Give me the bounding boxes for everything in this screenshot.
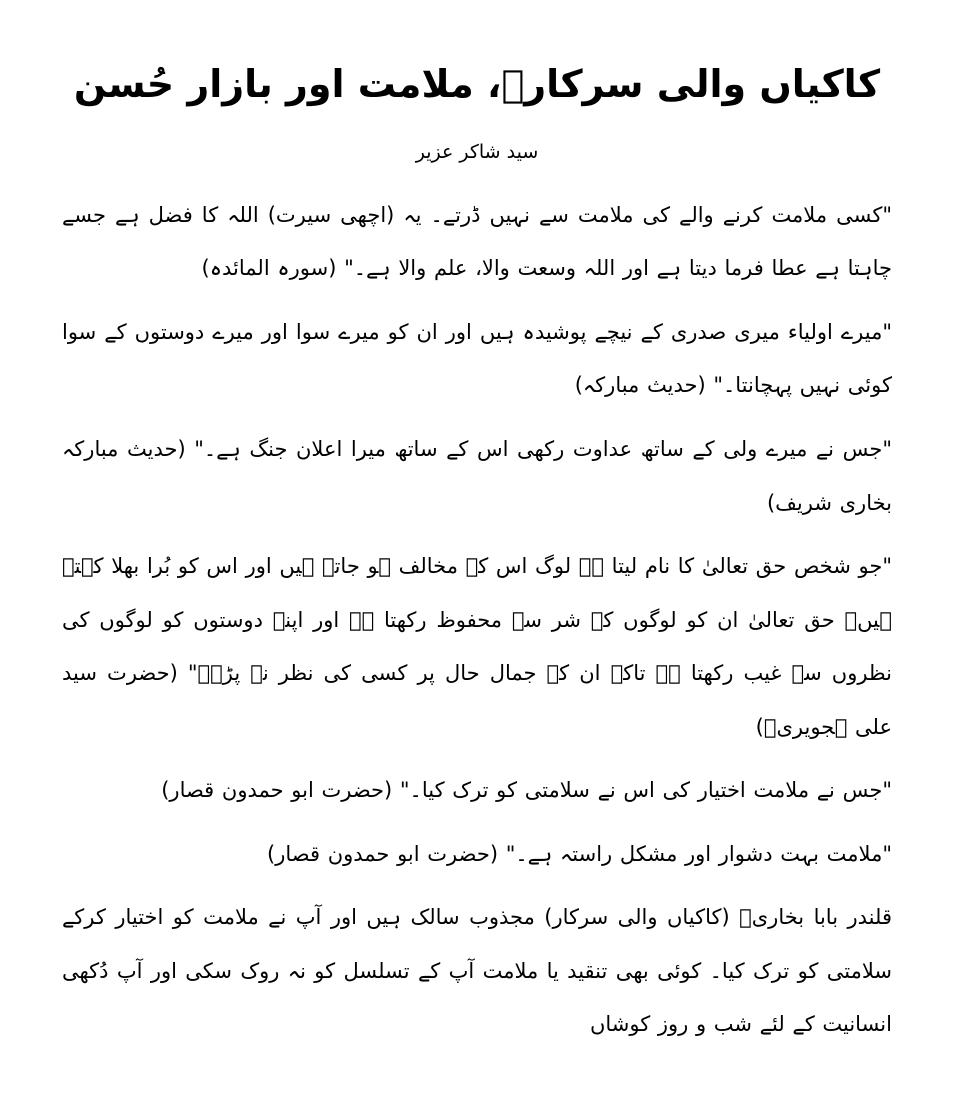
paragraph-qassar-quote-2: "ملامت بہت دشوار اور مشکل راستہ ہے۔" (حضرت ابو حمدون قصار) [267, 841, 892, 866]
paragraph-body-text: قلندر بابا بخاریؒ (کاکیاں والی سرکار) مجذوب سالک ہیں اور آپ نے ملامت کو اختیار کرکے سلامتی کو ترک کیا۔ کوئی بھی تنقید یا ملامت آپ کے تسلسل کو نہ روک سکی اور آپ دُکھی انسانیت کے لئے شب و روز کوشاں [62, 905, 892, 1037]
paragraph-qassar-quote-1: "جس نے ملامت اختیار کی اس نے سلامتی کو ترک کیا۔" (حضرت ابو حمدون قصار) [161, 778, 892, 803]
document-body [62, 189, 892, 1052]
page-title: کاکیاں والی سرکارؒ، ملامت اور بازار حُسن [73, 62, 881, 106]
paragraph-quran-quote: "کسی ملامت کرنے والے کی ملامت سے نہیں ڈرتے۔ یہ (اچھی سیرت) اللہ کا فضل ہے جسے چاہتا ہے عطا فرما دیتا ہے اور اللہ وسعت والا، علم والا ہے۔" (سورہ المائدہ) [62, 202, 892, 281]
paragraph-hadith-quote-1: "میرے اولیاء میری صدری کے نیچے پوشیدہ ہیں اور ان کو میرے سوا اور میرے دوستوں کے سوا کوئی نہیں پہچانتا۔" (حدیث مبارکہ) [62, 319, 892, 398]
paragraph-hujwiri-quote: "جو شخص حق تعالیٰ کا نام لیتا ہے لوگ اس کے مخالف ہو جاتے ہیں اور اس کو بُرا بھلا کہتے ہیں۔ حق تعالیٰ ان کو لوگوں کے شر سے محفوظ رکھتا ہے اور اپنے دوستوں کو لوگوں کی نظروں سے غیب رکھتا ہے تاکہ ان کے جمال حال پر کسی کی نظر نہ پڑے۔" (حضرت سید علی ہجویریؒ) [62, 554, 892, 739]
author-byline: سید شاکر عزیر [415, 140, 539, 163]
paragraph-hadith-quote-2: "جس نے میرے ولی کے ساتھ عداوت رکھی اس کے ساتھ میرا اعلان جنگ ہے۔" (حدیث مبارکہ بخاری شریف) [62, 436, 892, 515]
